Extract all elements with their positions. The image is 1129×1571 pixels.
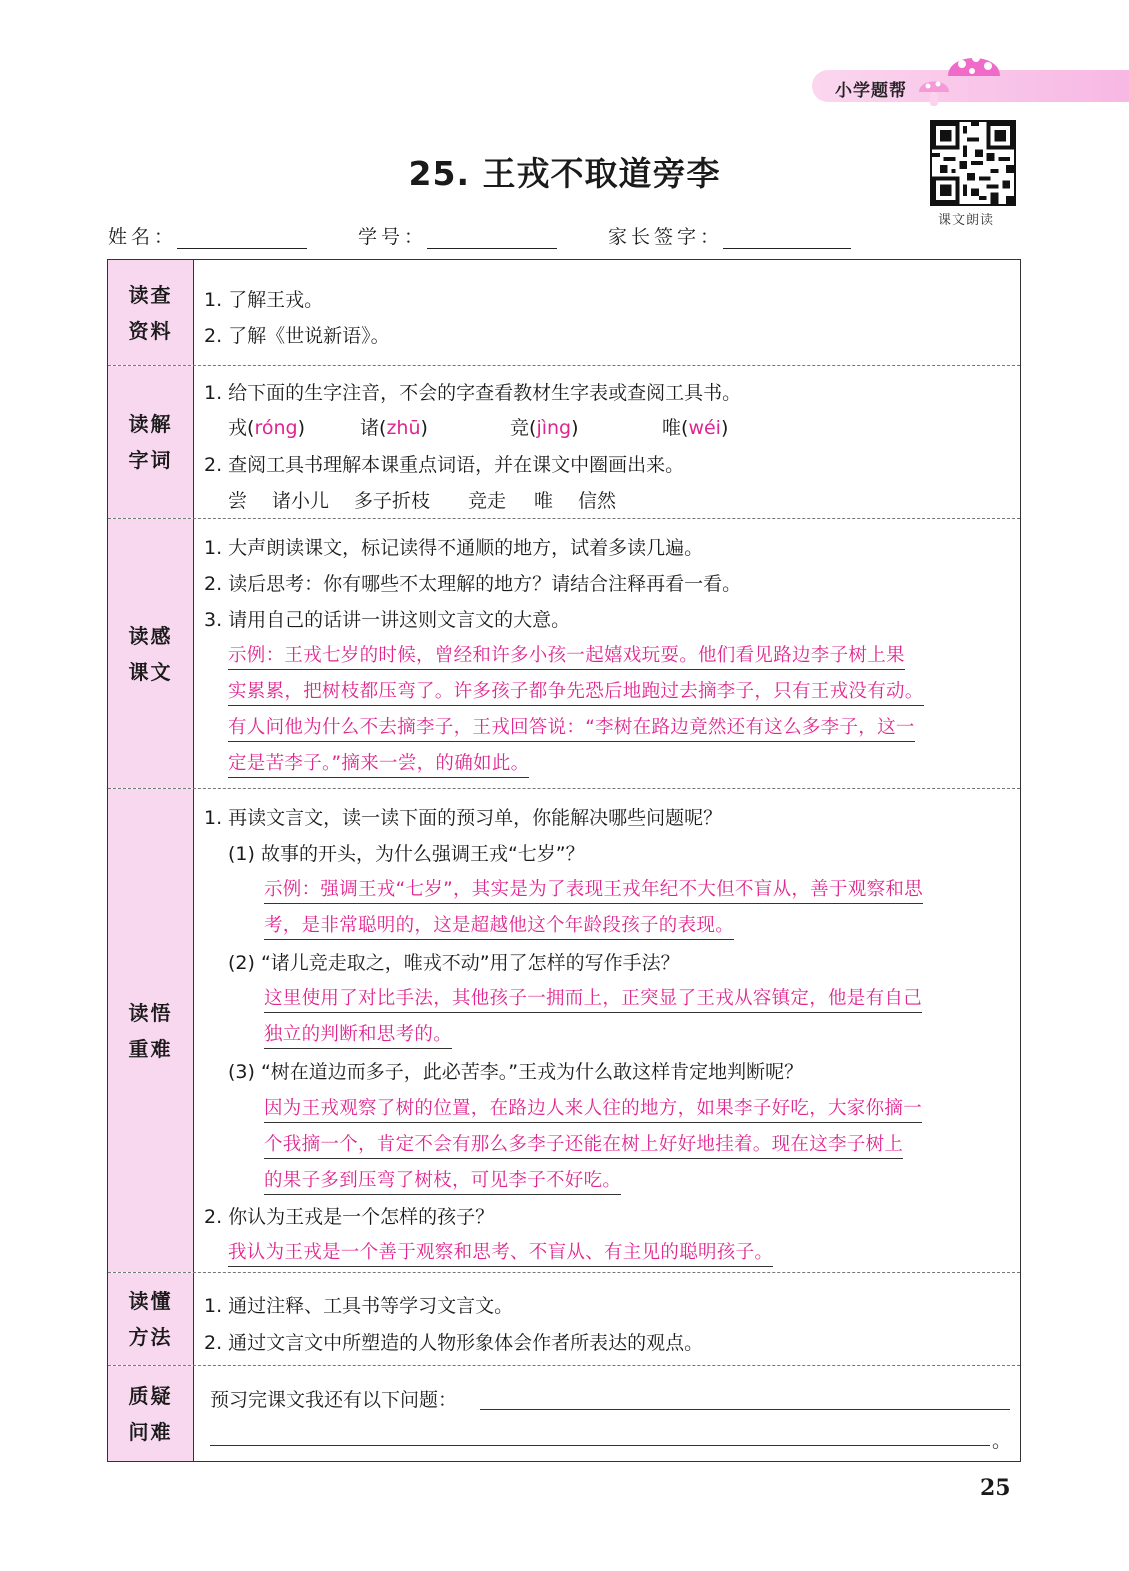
end-mark: 。: [992, 1430, 1012, 1452]
label-line-2: 问难: [128, 1419, 173, 1444]
answer-line: 有人问他为什么不去摘李子，王戎回答说：“李树在路边竟然还有这么多李子，这一: [228, 713, 915, 742]
page-title: 25. 王戎不取道旁李: [408, 154, 721, 193]
pinyin-item: 竞(jìng): [510, 417, 579, 439]
char: 诸: [360, 417, 380, 439]
word-item: 唯: [534, 490, 554, 512]
label-line-2: 资料: [128, 318, 173, 343]
list-item: 1. 了解王戎。: [204, 289, 324, 311]
section-questions: [108, 1366, 1020, 1461]
question-text: 1. 给下面的生字注音，不会的字查看教材生字表或查阅工具书。: [204, 382, 742, 404]
worksheet-table: [107, 259, 1021, 1462]
word-item: 诸小儿: [272, 490, 330, 512]
list-item: 1. 通过注释、工具书等学习文言文。: [204, 1295, 514, 1317]
student-number-field[interactable]: [358, 222, 557, 249]
answer-line: 我认为王戎是一个善于观察和思考、不盲从、有主见的聪明孩子。: [228, 1238, 773, 1267]
answer-line: 这里使用了对比手法，其他孩子一拥而上，正突显了王戎从容镇定，他是有自己: [264, 984, 922, 1013]
pinyin-answer: wéi: [688, 417, 721, 439]
answer-line: 示例：王戎七岁的时候，曾经和许多小孩一起嬉戏玩耍。他们看见路边李子树上果: [228, 641, 905, 670]
name-label: 姓名：: [108, 226, 178, 248]
answer-blank[interactable]: [210, 1444, 990, 1446]
section-feel-text: [108, 519, 1020, 789]
pinyin-answer: zhū: [386, 417, 421, 439]
char: 竞: [510, 417, 530, 439]
word-item: 竞走: [468, 490, 507, 512]
answer-line: 定是苦李子。”摘来一尝，的确如此。: [228, 749, 529, 778]
label-line-1: 读懂: [128, 1289, 173, 1313]
list-item: 2. 通过文言文中所塑造的人物形象体会作者所表达的观点。: [204, 1332, 704, 1354]
question-text: 1. 再读文言文，读一读下面的预习单，你能解决哪些问题呢？: [204, 807, 723, 829]
label-line-2: 重难: [128, 1036, 173, 1061]
section-words: [108, 366, 1020, 519]
name-field[interactable]: [108, 222, 307, 249]
section-label: [108, 519, 194, 788]
question-text: 1. 大声朗读课文，标记读得不通顺的地方，试着多读几遍。: [204, 537, 704, 559]
word-item: 多子折枝: [354, 490, 431, 512]
label-line-1: 读解: [128, 412, 173, 436]
section-key-points: [108, 789, 1020, 1273]
pinyin-answer: jìng: [536, 417, 572, 439]
student-number-label: 学号：: [358, 226, 428, 248]
qr-caption: 课文朗读: [938, 213, 995, 228]
sub-question: (2) “诸儿竞走取之，唯戎不动”用了怎样的写作手法？: [228, 952, 680, 974]
pinyin-item: 诸(zhū): [360, 417, 428, 439]
section-read-materials: [108, 260, 1020, 366]
list-item: 2. 了解《世说新语》。: [204, 325, 390, 347]
question-text: 2. 你认为王戎是一个怎样的孩子？: [204, 1206, 495, 1228]
section-methods: [108, 1273, 1020, 1366]
section-label: [108, 1366, 194, 1461]
question-text: 3. 请用自己的话讲一讲这则文言文的大意。: [204, 609, 571, 631]
section-label: [108, 789, 194, 1272]
label-line-1: 读悟: [128, 1000, 173, 1025]
section-label: [108, 260, 194, 365]
label-line-1: 读查: [128, 282, 173, 307]
pinyin-item: 唯(wéi): [662, 417, 729, 439]
brand-label: 小学题帮: [835, 81, 907, 101]
word-item: 信然: [578, 490, 617, 512]
label-line-1: 质疑: [128, 1383, 173, 1408]
answer-line: 的果子多到压弯了树枝，可见李子不好吃。: [264, 1166, 621, 1195]
small-mushroom-icon: [916, 74, 952, 108]
answer-line: 因为王戎观察了树的位置，在路边人来人往的地方，如果李子好吃，大家你摘一: [264, 1094, 922, 1123]
parent-signature-label: 家长签字：: [608, 226, 724, 248]
parent-signature-blank[interactable]: [723, 229, 851, 249]
label-line-1: 读感: [128, 623, 173, 648]
answer-line: 实累累，把树枝都压弯了。许多孩子都争先恐后地跑过去摘李子，只有王戎没有动。: [228, 677, 924, 706]
char: 戎: [228, 417, 248, 439]
label-line-2: 字词: [128, 448, 173, 472]
pinyin-answer: róng: [254, 417, 298, 439]
name-blank[interactable]: [177, 229, 307, 249]
sub-question: (3) “树在道边而多子，此必苦李。”王戎为什么敢这样肯定地判断呢？: [228, 1061, 804, 1083]
label-line-2: 课文: [128, 659, 173, 684]
pinyin-item: 戎(róng): [228, 417, 305, 439]
student-number-blank[interactable]: [427, 229, 557, 249]
sub-question: (1) 故事的开头，为什么强调王戎“七岁”？: [228, 843, 585, 865]
question-prompt: 预习完课文我还有以下问题：: [210, 1389, 458, 1411]
char: 唯: [662, 417, 682, 439]
answer-blank[interactable]: [480, 1408, 1010, 1410]
answer-line: 考，是非常聪明的，这是超越他这个年龄段孩子的表现。: [264, 911, 734, 940]
question-text: 2. 查阅工具书理解本课重点词语，并在课文中圈画出来。: [204, 454, 685, 476]
answer-line: 个我摘一个，肯定不会有那么多李子还能在树上好好地挂着。现在这李子树上: [264, 1130, 903, 1159]
word-item: 尝: [228, 490, 248, 512]
answer-line: 独立的判断和思考的。: [264, 1020, 452, 1049]
question-text: 2. 读后思考：你有哪些不太理解的地方？请结合注释再看一看。: [204, 573, 742, 595]
section-label: [108, 1273, 194, 1365]
page-number: 25: [980, 1475, 1011, 1501]
answer-line: 示例：强调王戎“七岁”，其实是为了表现王戎年纪不大但不盲从，善于观察和思: [264, 875, 923, 904]
section-label: [108, 366, 194, 518]
label-line-2: 方法: [128, 1325, 173, 1349]
mushroom-icon: [944, 42, 1004, 106]
parent-signature-field[interactable]: [608, 222, 851, 249]
